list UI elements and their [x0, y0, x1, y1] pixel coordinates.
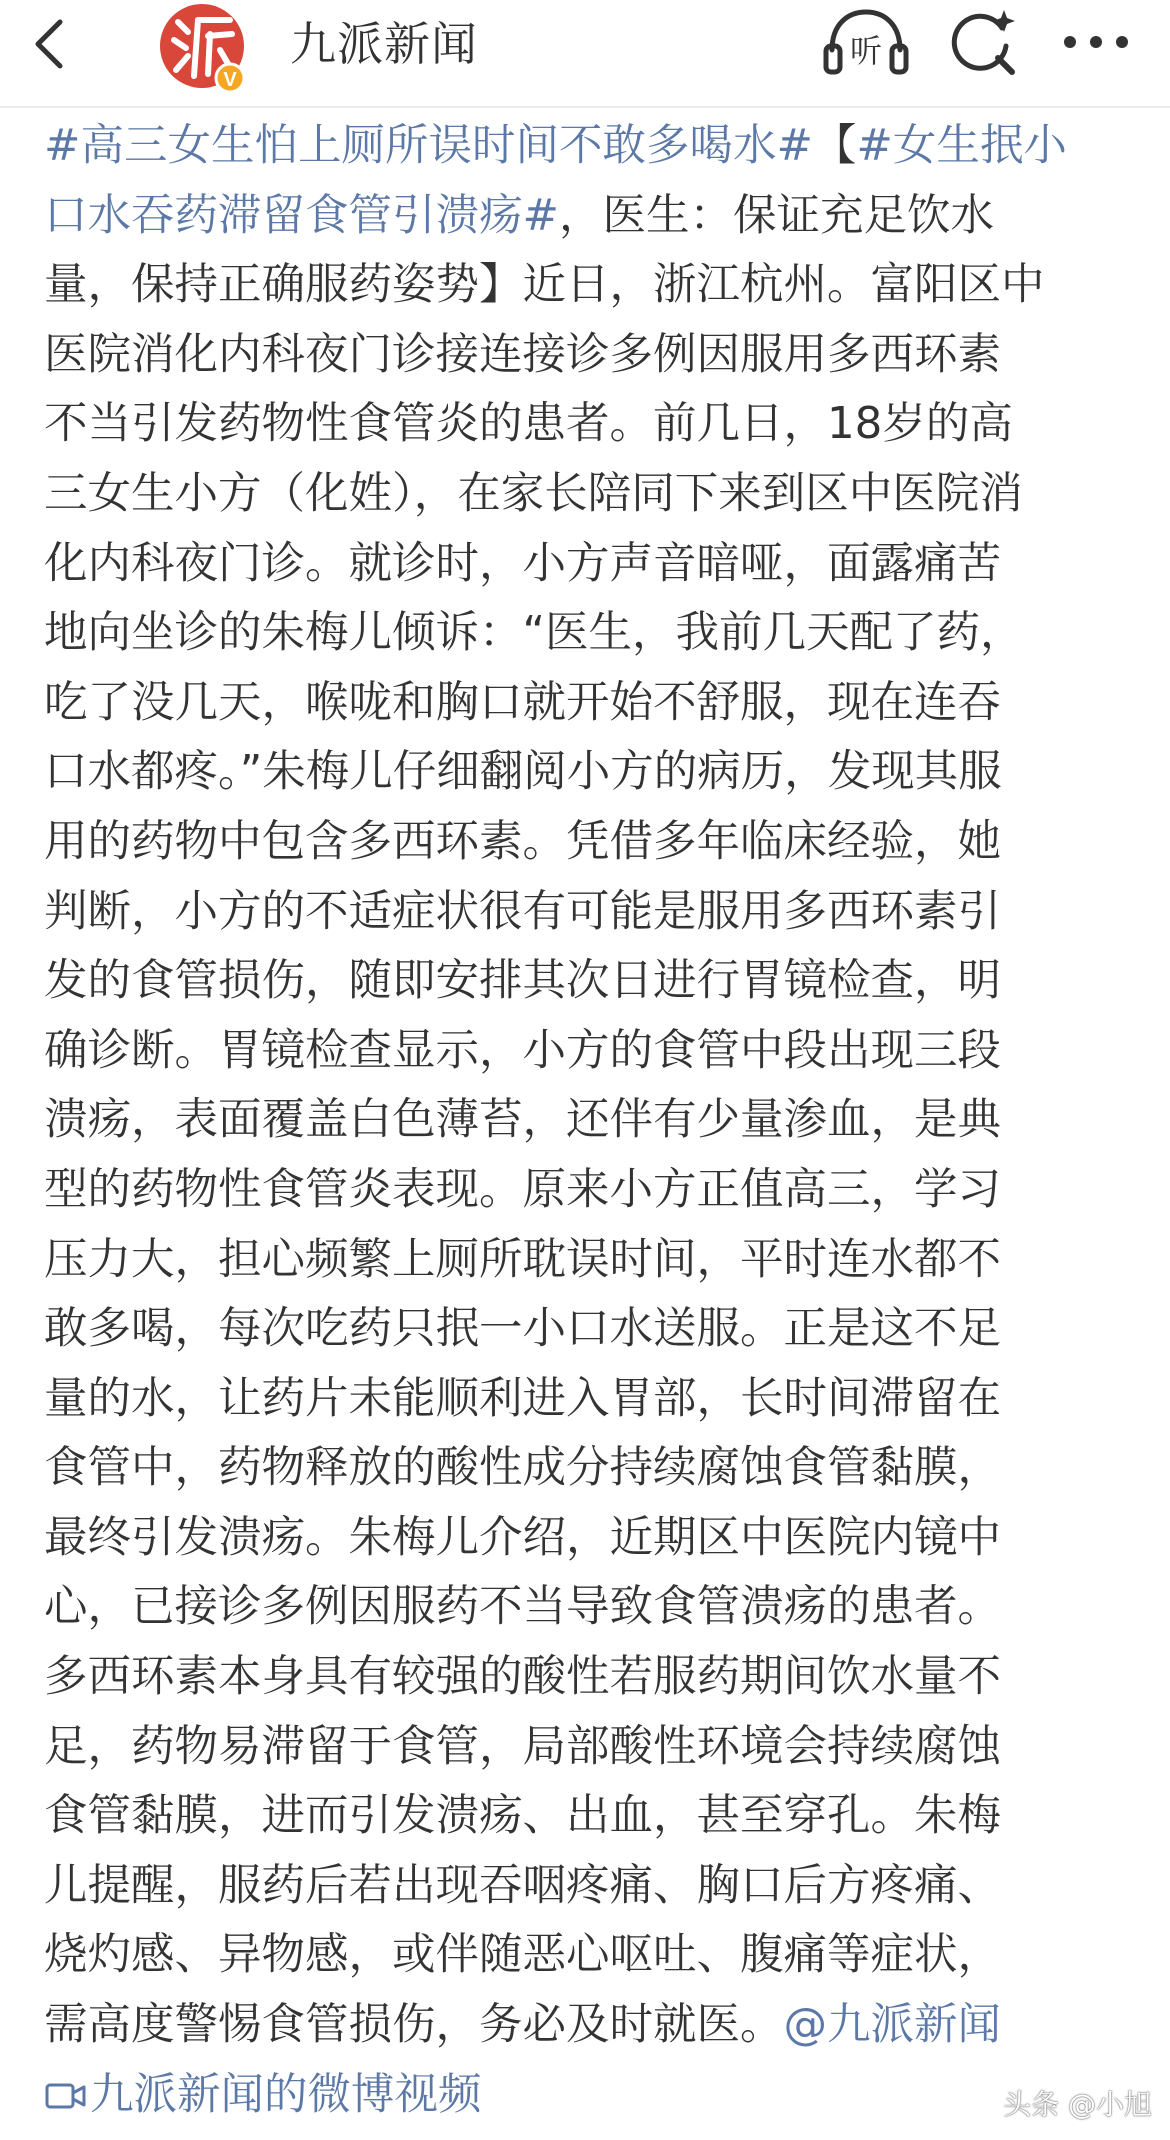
verified-badge-label: V [223, 69, 237, 91]
mention-link[interactable]: @九派新闻 [783, 2000, 1001, 2051]
post-line: 压力大，担心频繁上厕所耽误时间，平时连水都不 [44, 1234, 1001, 1285]
post-line: 地向坐诊的朱梅儿倾诉：“医生，我前几天配了药， [44, 608, 1024, 659]
post-line [44, 1991, 1134, 2061]
post-text: 需高度警惕食管损伤，务必及时就医。 [44, 2000, 784, 2051]
post-line: 用的药物中包含多西环素。凭借多年临床经验，她 [44, 816, 1001, 867]
post-line: 食管黏膜，进而引发溃疡、出血，甚至穿孔。朱梅 [44, 1791, 1001, 1842]
post-line: 判断，小方的不适症状很有可能是服用多西环素引 [44, 886, 1001, 937]
avatar[interactable] [152, 0, 260, 100]
post-line: 型的药物性食管炎表现。原来小方正值高三，学习 [44, 1164, 1001, 1215]
bracket-open: 【 [812, 121, 857, 171]
post-line: 确诊断。胃镜检查显示，小方的食管中段出现三段 [44, 1025, 1001, 1076]
post-line: 儿提醒，服药后若出现吞咽疼痛、胸口后方疼痛、 [44, 1860, 1001, 1911]
post-body [44, 112, 1134, 2130]
post-line: 发的食管损伤，随即安排其次日进行胃镜检查，明 [44, 956, 1001, 1007]
post-line: 烧灼感、异物感，或伴随恶心呕吐、腹痛等症状， [44, 1930, 1001, 1981]
post-line: 心，已接诊多例因服药不当导致食管溃疡的患者。 [44, 1582, 1001, 1633]
listen-label: 听 [849, 32, 883, 70]
video-link[interactable]: 九派新闻的微博视频 [90, 2069, 482, 2120]
watermark: 头条 @小旭 [1003, 2088, 1152, 2121]
post-line: 多西环素本身具有较强的酸性若服药期间饮水量不 [44, 1652, 1001, 1703]
hashtag-link[interactable]: 口水吞药滞留食管引溃疡# [44, 190, 559, 241]
search-sparkle-icon[interactable] [946, 6, 1018, 78]
post-line [44, 112, 1134, 182]
post-line [44, 182, 1134, 252]
top-nav-bar [0, 0, 1170, 106]
post-line: 足，药物易滞留于食管，局部酸性环境会持续腐蚀 [44, 1721, 1001, 1772]
post-line: 量的水，让药片未能顺利进入胃部，长时间滞留在 [44, 1373, 1001, 1424]
post-line: 敢多喝，每次吃药只抿一小口水送服。正是这不足 [44, 1304, 1001, 1355]
post-line: 吃了没几天，喉咙和胸口就开始不舒服，现在连吞 [44, 677, 1001, 728]
post-line: 医院消化内科夜门诊接连接诊多例因服用多西环素 [44, 329, 1001, 380]
video-camera-icon [44, 2079, 88, 2113]
account-name[interactable]: 九派新闻 [290, 17, 478, 71]
header-divider [0, 106, 1170, 108]
post-line: 最终引发溃疡。朱梅儿介绍，近期区中医院内镜中 [44, 1512, 1001, 1563]
ellipsis-icon[interactable] [1056, 14, 1136, 70]
post-line: 不当引发药物性食管炎的患者。前几日，18岁的高 [44, 399, 1013, 450]
chevron-left-icon[interactable] [22, 14, 82, 74]
video-link-row[interactable] [44, 2061, 1134, 2131]
post-text: ，医生：保证充足饮水 [558, 190, 994, 241]
hashtag-link[interactable]: #高三女生怕上厕所误时间不敢多喝水# [44, 121, 813, 171]
post-line: 食管中，药物释放的酸性成分持续腐蚀食管黏膜， [44, 1443, 1001, 1494]
post-line: 溃疡，表面覆盖白色薄苔，还伴有少量渗血，是典 [44, 1095, 1001, 1146]
post-line: 量，保持正确服药姿势】近日，浙江杭州。富阳区中 [44, 260, 1045, 311]
hashtag-link[interactable]: #女生抿小 [856, 121, 1067, 171]
post-line: 化内科夜门诊。就诊时，小方声音暗哑，面露痛苦 [44, 538, 1001, 589]
post-line: 三女生小方（化姓），在家长陪同下来到区中医院消 [44, 468, 1023, 519]
listen-button[interactable] [822, 6, 910, 78]
post-line: 口水都疼。”朱梅儿仔细翻阅小方的病历，发现其服 [44, 747, 1002, 798]
